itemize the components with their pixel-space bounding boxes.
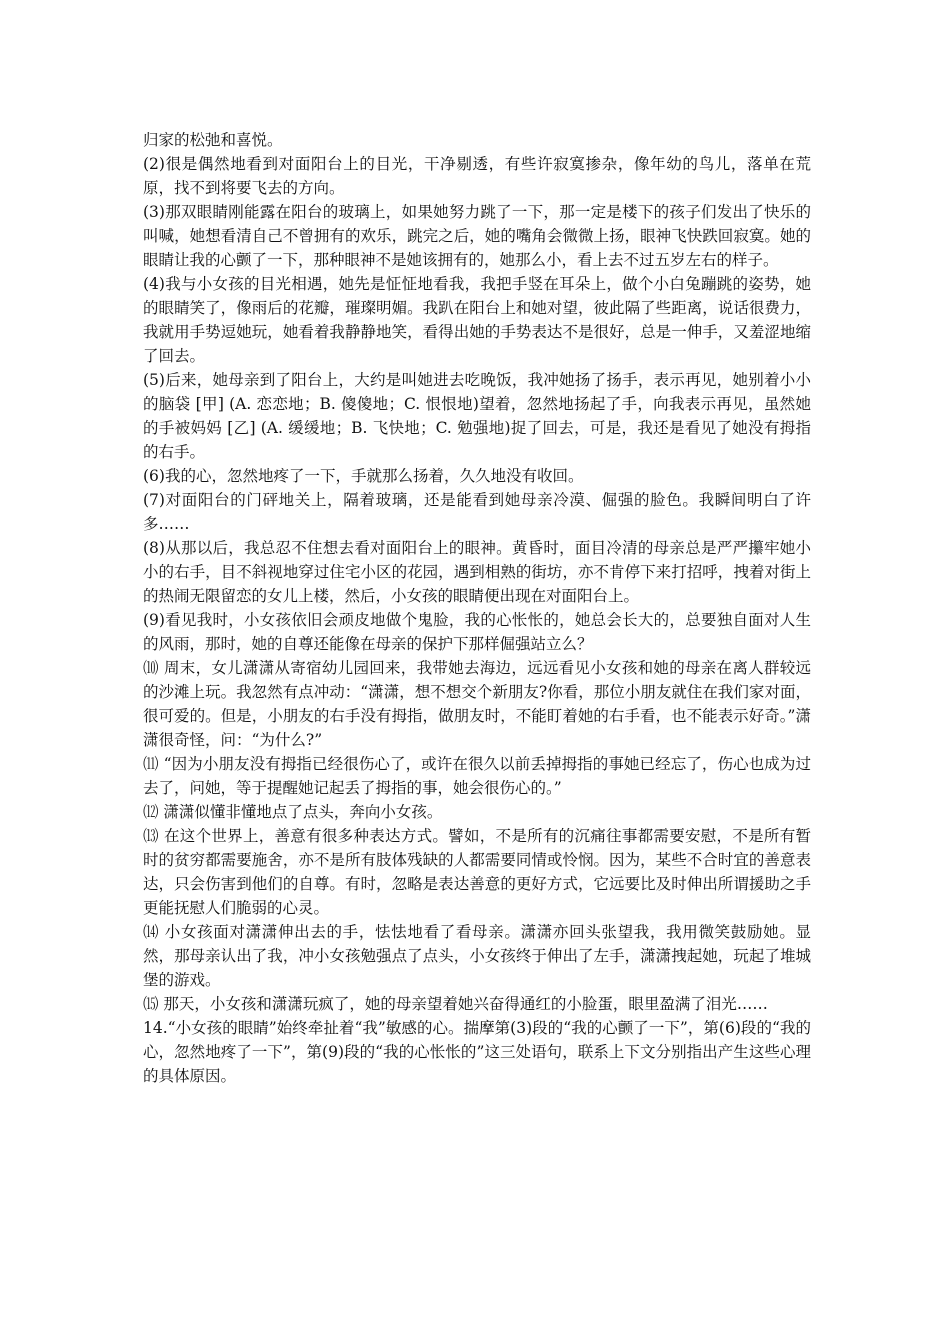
paragraph-14: ⒁ 小女孩面对潇潇伸出去的手，怯怯地看了看母亲。潇潇亦回头张望我，我用微笑鼓励她。显然，那母亲认出了我，冲小女孩勉强点了点头，小女孩终于伸出了左手，潇潇拽起她，玩起了堆城堡的游戏。 — [143, 923, 811, 989]
paragraph-8: (8)从那以后，我总忍不住想去看对面阳台上的眼神。黄昏时，面目冷清的母亲总是严严攥牢她小小的右手，目不斜视地穿过住宅小区的花园，遇到相熟的街坊，亦不肯停下来打招呼，拽着对街上的热闹无限留恋的女儿上楼，然后，小女孩的眼睛便出现在对面阳台上。 — [143, 539, 811, 605]
paragraph-11: ⑾ “因为小朋友没有拇指已经很伤心了，或许在很久以前丢掉拇指的事她已经忘了，伤心也成为过去了，问她，等于提醒她记起丢了拇指的事，她会很伤心的。” — [143, 755, 811, 797]
paragraph-12: ⑿ 潇潇似懂非懂地点了点头，奔向小女孩。 — [143, 803, 443, 821]
paragraph-7: (7)对面阳台的门砰地关上，隔着玻璃，还是能看到她母亲冷漠、倔强的脸色。我瞬间明白了许多…… — [143, 491, 811, 533]
paragraph-4: (4)我与小女孩的目光相遇，她先是怔怔地看我，我把手竖在耳朵上，做个小白兔蹦跳的姿势，她的眼睛笑了，像雨后的花瓣，璀璨明媚。我趴在阳台上和她对望，彼此隔了些距离，说话很费力，我就用手势逗她玩，她看着我静静地笑，看得出她的手势表达不是很好，总是一伸手，又羞涩地缩了回去。 — [143, 275, 811, 365]
question-14: 14.“小女孩的眼睛”始终牵扯着“我”敏感的心。揣摩第(3)段的“我的心颤了一下”，第(6)段的“我的心，忽然地疼了一下”，第(9)段的“我的心怅怅的”这三处语句，联系上下文分别指出产生这些心理的具体原因。 — [143, 1019, 811, 1085]
paragraph-15: ⒂ 那天，小女孩和潇潇玩疯了，她的母亲望着她兴奋得通红的小脸蛋，眼里盈满了泪光…… — [143, 995, 768, 1013]
paragraph-2: (2)很是偶然地看到对面阳台上的目光，干净剔透，有些许寂寞掺杂，像年幼的鸟儿，落单在荒原，找不到将要飞去的方向。 — [143, 155, 811, 197]
paragraph-continuation: 归家的松弛和喜悦。 — [143, 131, 283, 149]
paragraph-6: (6)我的心，忽然地疼了一下，手就那么扬着，久久地没有收回。 — [143, 467, 584, 485]
paragraph-9: (9)看见我时，小女孩依旧会顽皮地做个鬼脸，我的心怅怅的，她总会长大的，总要独自面对人生的风雨，那时，她的自尊还能像在母亲的保护下那样倔强站立么？ — [143, 611, 811, 653]
paragraph-5: (5)后来，她母亲到了阳台上，大约是叫她进去吃晚饭，我冲她扬了扬手，表示再见，她别着小小的脑袋 [甲] (A. 恋恋地；B. 傻傻地；C. 恨恨地)望着，忽然地扬起了手，向我表示再见，虽然她的手被妈妈 [乙] (A. 缓缓地；B. 飞快地；C. 勉强地)捉了回去，可是，我还是看见了她没有拇指的右手。 — [143, 371, 811, 461]
document-body — [143, 128, 811, 1088]
paragraph-10: ⑽ 周末，女儿潇潇从寄宿幼儿园回来，我带她去海边，远远看见小女孩和她的母亲在离人群较远的沙滩上玩。我忽然有点冲动：“潇潇，想不想交个新朋友?你看，那位小朋友就住在我们家对面，很可爱的。但是，小朋友的右手没有拇指，做朋友时，不能盯着她的右手看，也不能表示好奇。”潇潇很奇怪，问：“为什么?” — [143, 659, 811, 749]
paragraph-3: (3)那双眼睛刚能露在阳台的玻璃上，如果她努力跳了一下，那一定是楼下的孩子们发出了快乐的叫喊，她想看清自己不曾拥有的欢乐，跳完之后，她的嘴角会微微上扬，眼神飞快跌回寂寞。她的眼睛让我的心颤了一下，那种眼神不是她该拥有的，她那么小，看上去不过五岁左右的样子。 — [143, 203, 811, 269]
paragraph-13: ⒀ 在这个世界上，善意有很多种表达方式。譬如，不是所有的沉痛往事都需要安慰，不是所有暂时的贫穷都需要施舍，亦不是所有肢体残缺的人都需要同情或怜悯。因为，某些不合时宜的善意表达，只会伤害到他们的自尊。有时，忽略是表达善意的更好方式，它远要比及时伸出所谓援助之手更能抚慰人们脆弱的心灵。 — [143, 827, 811, 917]
